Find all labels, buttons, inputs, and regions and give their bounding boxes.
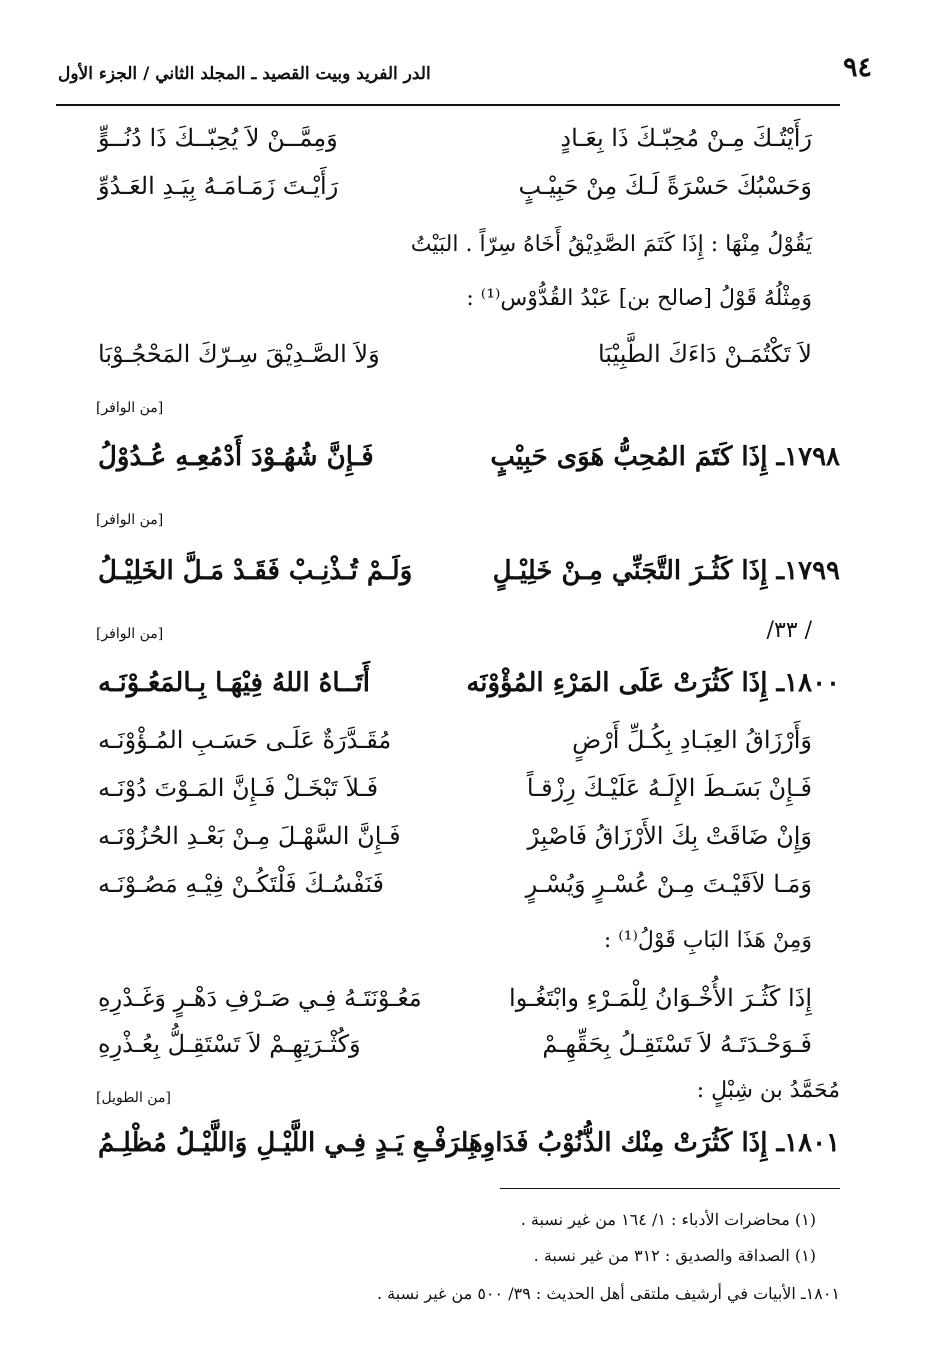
prose-line: وَمِثْلُهُ قَوْلُ [صالح بن] عَبْدُ القُدُّوْس⁽¹⁾ : <box>466 286 812 311</box>
footnote: (١) محاضرات الأدباء : ١/ ١٦٤ من غير نسبة . <box>520 1210 816 1229</box>
verse-hemistich-second: فَـلاَ تَبْخَـلْ فَـإِنَّ المَـوْتَ دُوْنَـه <box>98 774 379 802</box>
poet-intro: مُحَمَّدُ بن شِبْلٍ : <box>696 1078 840 1103</box>
footnote-divider <box>500 1188 840 1189</box>
verse-hemistich-second: فَنَفْسُـكَ فَلْتَكُـنْ فِيْـهِ مَصُـوْنَـه <box>98 870 384 898</box>
verse-hemistich-first: ١٧٩٨ـ إِذَا كَتَمَ المُحِبُّ هَوَى حَبِيْبٍ <box>490 442 840 472</box>
verse-hemistich-second: مَعُـوْنَتَـهُ فِـي صَـرْفِ دَهْـرٍ وَغَـدْرِهِ <box>98 984 422 1012</box>
meter-label: [من الوافر] <box>96 400 164 416</box>
verse-hemistich-first: ١٨٠٠ـ إِذَا كَثُرَتْ عَلَى المَرْءِ المُؤْوْنَه <box>466 668 840 698</box>
verse-line <box>98 984 812 1024</box>
verse-hemistich-second: مُقَـدَّرَةٌ عَلَـى حَسَـبِ المُـؤْوْنَـه <box>98 726 392 754</box>
verse-hemistich-second: فَـإِنَّ السَّهْـلَ مِـنْ بَعْـدِ الحُزُوْنَـه <box>98 822 401 850</box>
verse-hemistich-second: بِـرَفْـعِ يَـدٍ فِـي اللَّيْـلِ وَاللَّيْـلُ مُظْلِـمُ <box>98 1128 476 1158</box>
verse-hemistich-second: وَلاَ الصَّـدِيْقَ سِـرّكَ المَحْجُـوْبَا <box>98 340 380 368</box>
verse-hemistich-first: وَمَـا لاَقَيْـتَ مِـنْ عُسْـرٍ وَيُسْـرٍ <box>525 870 812 898</box>
numbered-verse <box>98 1128 840 1168</box>
numbered-verse <box>98 442 840 482</box>
prose-line: يَقُوْلُ مِنْهَا : إِذَا كَتَمَ الصَّدِيْقُ أَخَاهُ سِرّاً . البَيْتُ <box>410 232 812 257</box>
verse-line <box>98 172 812 212</box>
numbered-verse <box>98 556 840 596</box>
verse-hemistich-first: ١٧٩٩ـ إِذَا كَثُـرَ التَّجَنِّي مِـنْ خَلِيْـلٍ <box>492 556 840 586</box>
verse-hemistich-second: وَلَـمْ تُـذْنِـبْ فَقَـدْ مَـلَّ الخَلِيْـلُ <box>98 556 413 586</box>
verse-hemistich-first: وَحَسْبُكَ حَسْرَةً لَـكَ مِنْ حَبِيْـبٍ <box>518 172 812 200</box>
verse-hemistich-first: فَـوَحْـدَتَـهُ لاَ تَسْتَقِـلُ بِحَقِّهِـمْ <box>542 1030 812 1058</box>
verse-line <box>98 870 812 910</box>
verse-hemistich-first: وَإِنْ ضَاقَتْ بِكَ الأَرْزَاقُ فَاصْبِرْ <box>527 822 812 850</box>
meter-label: [من الطويل] <box>96 1090 171 1106</box>
meter-label: [من الوافر] <box>96 512 164 528</box>
meter-label: [من الوافر] <box>96 626 164 642</box>
verse-hemistich-first: ١٨٠١ـ إِذَا كَثُرَتْ مِنْك الذُّنُوْبُ فَدَاوِهَا <box>461 1128 840 1158</box>
verse-hemistich-first: إِذَا كَثُـرَ الأُخْـوَانُ لِلْمَـرْءِ وابْتَغُـوا <box>509 984 812 1012</box>
manuscript-reference: / ٣٣/ <box>766 618 812 643</box>
verse-hemistich-first: فَـإِنْ بَسَـطَ الإِلَـهُ عَلَيْـكَ رِزْقـاً <box>526 774 812 802</box>
verse-line <box>98 774 812 814</box>
verse-line <box>98 340 812 380</box>
prose-line: وَمِنْ هَذَا البَابِ قَوْلُ⁽¹⁾ : <box>603 928 812 953</box>
verse-hemistich-first: لاَ تَكْتُمَـنْ دَاءَكَ الطَّبِيْبَا <box>597 340 812 368</box>
verse-line <box>98 124 812 164</box>
page-number: ٩٤ <box>842 52 872 83</box>
numbered-verse <box>98 668 840 708</box>
verse-line <box>98 726 812 766</box>
verse-hemistich-first: رَأَيْتُـكَ مِـنْ مُحِبّـكَ ذَا بِعَـادٍ <box>560 124 812 152</box>
header-divider <box>56 104 840 106</box>
footnote: ١٨٠١ـ الأبيات في أرشيف ملتقى أهل الحديث : ٣٩/ ٥٠٠ من غير نسبة . <box>376 1284 840 1303</box>
running-title: الدر الفريد وبيت القصيد ـ المجلد الثاني / الجزء الأول <box>58 64 431 84</box>
verse-hemistich-second: أَتَــاهُ اللهُ فِيْهَـا بِـالمَعُـوْنَـه <box>98 668 370 698</box>
verse-hemistich-first: وَأَرْزَاقُ العِبَـادِ بِكُـلِّ أَرْضٍ <box>572 726 812 754</box>
verse-hemistich-second: وَكُثْـرَتِهِـمْ لاَ تَسْتَقِـلُّ بِعُـذْرِهِ <box>98 1030 361 1058</box>
verse-hemistich-second: وَمِمَّــنْ لاَ يُحِبّــكَ ذَا دُنُــوٍّ <box>98 124 338 152</box>
verse-line <box>98 1030 812 1070</box>
verse-hemistich-second: فَـإِنَّ شُهُـوْدَ أَدْمُعِـهِ عُـدُوْلُ <box>98 442 374 472</box>
verse-line <box>98 822 812 862</box>
verse-hemistich-second: رَأَيْـتَ زَمَـامَـهُ بِيَـدِ العَـدُوِّ <box>98 172 339 200</box>
footnote: (١) الصداقة والصديق : ٣١٢ من غير نسبة . <box>533 1246 816 1265</box>
